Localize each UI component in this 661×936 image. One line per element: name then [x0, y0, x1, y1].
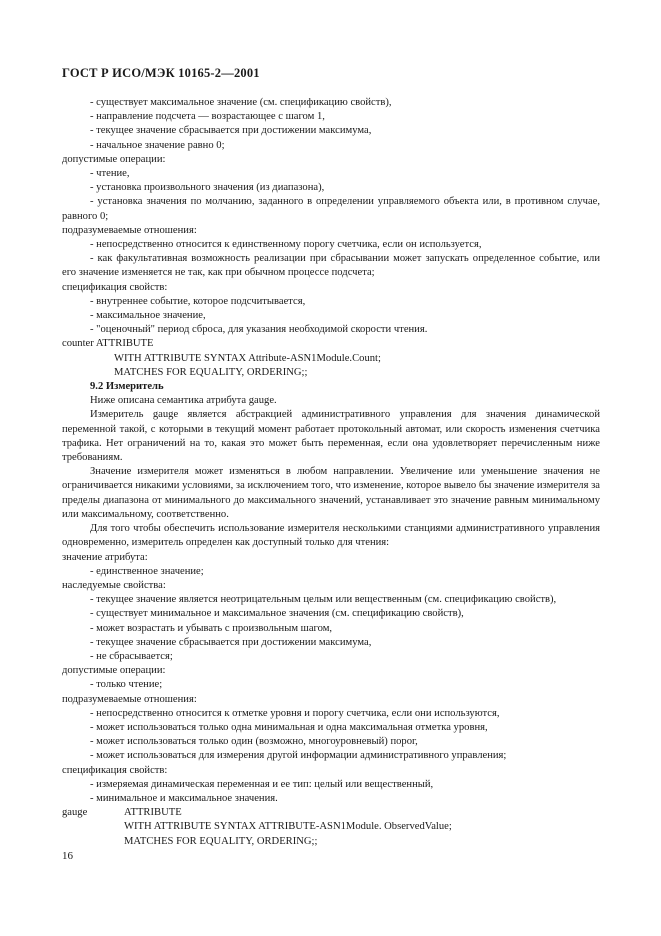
- text-line: - только чтение;: [90, 679, 163, 691]
- page-number: 16: [62, 850, 73, 862]
- text-line: - минимальное и максимальное значения.: [90, 792, 278, 804]
- code-line: WITH ATTRIBUTE SYNTAX ATTRIBUTE-ASN1Module. ObservedValue;: [124, 821, 452, 833]
- text-line: - начальное значение равно 0;: [90, 139, 225, 151]
- text-line: - может использоваться только один (возможно, многоуровневый) порог,: [90, 736, 418, 748]
- text-paragraph: - текущее значение является неотрицательным целым или вещественным (см. спецификацию свойств),: [90, 594, 557, 606]
- text-line: - направление подсчета — возрастающее с шагом 1,: [90, 111, 325, 123]
- text-line: - чтение,: [90, 168, 130, 180]
- code-line: WITH ATTRIBUTE SYNTAX Attribute-ASN1Module.Count;: [114, 352, 381, 364]
- text-line: - установка произвольного значения (из диапазона),: [90, 182, 325, 194]
- text-paragraph: - установка значения по молчанию, заданного в определении управляемого объекта или, в противном случае, равного 0;: [62, 196, 600, 222]
- text-line: - текущее значение сбрасывается при достижении максимума,: [90, 636, 372, 648]
- text-line: - максимальное значение,: [90, 310, 206, 322]
- section-label: подразумеваемые отношения:: [62, 224, 197, 236]
- code-keyword: gauge: [62, 807, 88, 819]
- text-line: - существует минимальное и максимальное значения (см. спецификацию свойств),: [90, 608, 464, 620]
- text-line: - внутреннее событие, которое подсчитывается,: [90, 295, 306, 307]
- section-heading: 9.2 Измеритель: [90, 381, 164, 393]
- text-line: - "оценочный" период сброса, для указания необходимой скорости чтения.: [90, 324, 428, 336]
- code-line: MATCHES FOR EQUALITY, ORDERING;;: [114, 366, 308, 378]
- text-line: - может использоваться для измерения другой информации административного управления;: [90, 750, 507, 762]
- section-label: спецификация свойств:: [62, 281, 168, 293]
- section-label: значение атрибута:: [62, 551, 148, 563]
- gauge-definition: [62, 806, 600, 820]
- section-label: спецификация свойств:: [62, 764, 168, 776]
- text-line: - единственное значение;: [90, 565, 204, 577]
- text-line: - измеряемая динамическая переменная и ее тип: целый или вещественный,: [90, 778, 434, 790]
- text-line: - непосредственно относится к отметке уровня и порогу счетчика, если они используются,: [90, 707, 500, 719]
- text-line: - может использоваться только одна минимальная и одна максимальная отметка уровня,: [90, 721, 488, 733]
- text-line: - текущее значение сбрасывается при достижении максимума,: [90, 125, 372, 137]
- section-label: наследуемые свойства:: [62, 579, 166, 591]
- code-line: counter ATTRIBUTE: [62, 338, 154, 350]
- text-paragraph: Для того чтобы обеспечить использование измерителя несколькими станциями административного управления одновременно, измеритель определен как доступный только для чтения:: [62, 523, 600, 549]
- document-header: ГОСТ Р ИСО/МЭК 10165-2—2001: [62, 66, 260, 80]
- document-body: [62, 96, 600, 849]
- text-paragraph: - как факультативная возможность реализации при сбрасывании может запускать определенное событие, или его значение изменяется не так, как при обычном процессе подсчета;: [62, 253, 600, 279]
- section-label: подразумеваемые отношения:: [62, 693, 197, 705]
- text-line: Ниже описана семантика атрибута gauge.: [90, 395, 277, 407]
- section-label: допустимые операции:: [62, 153, 166, 165]
- section-label: допустимые операции:: [62, 665, 166, 677]
- code-line: MATCHES FOR EQUALITY, ORDERING;;: [124, 835, 318, 847]
- text-line: - не сбрасывается;: [90, 650, 173, 662]
- code-line: ATTRIBUTE: [124, 807, 182, 819]
- text-paragraph: Измеритель gauge является абстракцией административного управления для значения динамической переменной такой, с которыми в текущий момент работает протокольный автомат, или скорость изменения счетчика трафика. Нет ограничений на то, какая это может быть переменная, если она удовлетворяет перечисленным ниже требованиям.: [62, 409, 600, 464]
- text-paragraph: Значение измерителя может изменяться в любом направлении. Увеличение или уменьшение значения не ограничивается никакими условиями, за исключением того, что изменение, которое вывело бы значение измерителя за пределы диапазона от минимального до максимального значений, устанавливает это значение равным минимальному или максимальному, соответственно.: [62, 466, 600, 520]
- text-line: - может возрастать и убывать с произвольным шагом,: [90, 622, 333, 634]
- text-line: - существует максимальное значение (см. спецификацию свойств),: [90, 97, 392, 108]
- text-line: - непосредственно относится к единственному порогу счетчика, если он используется,: [90, 239, 482, 251]
